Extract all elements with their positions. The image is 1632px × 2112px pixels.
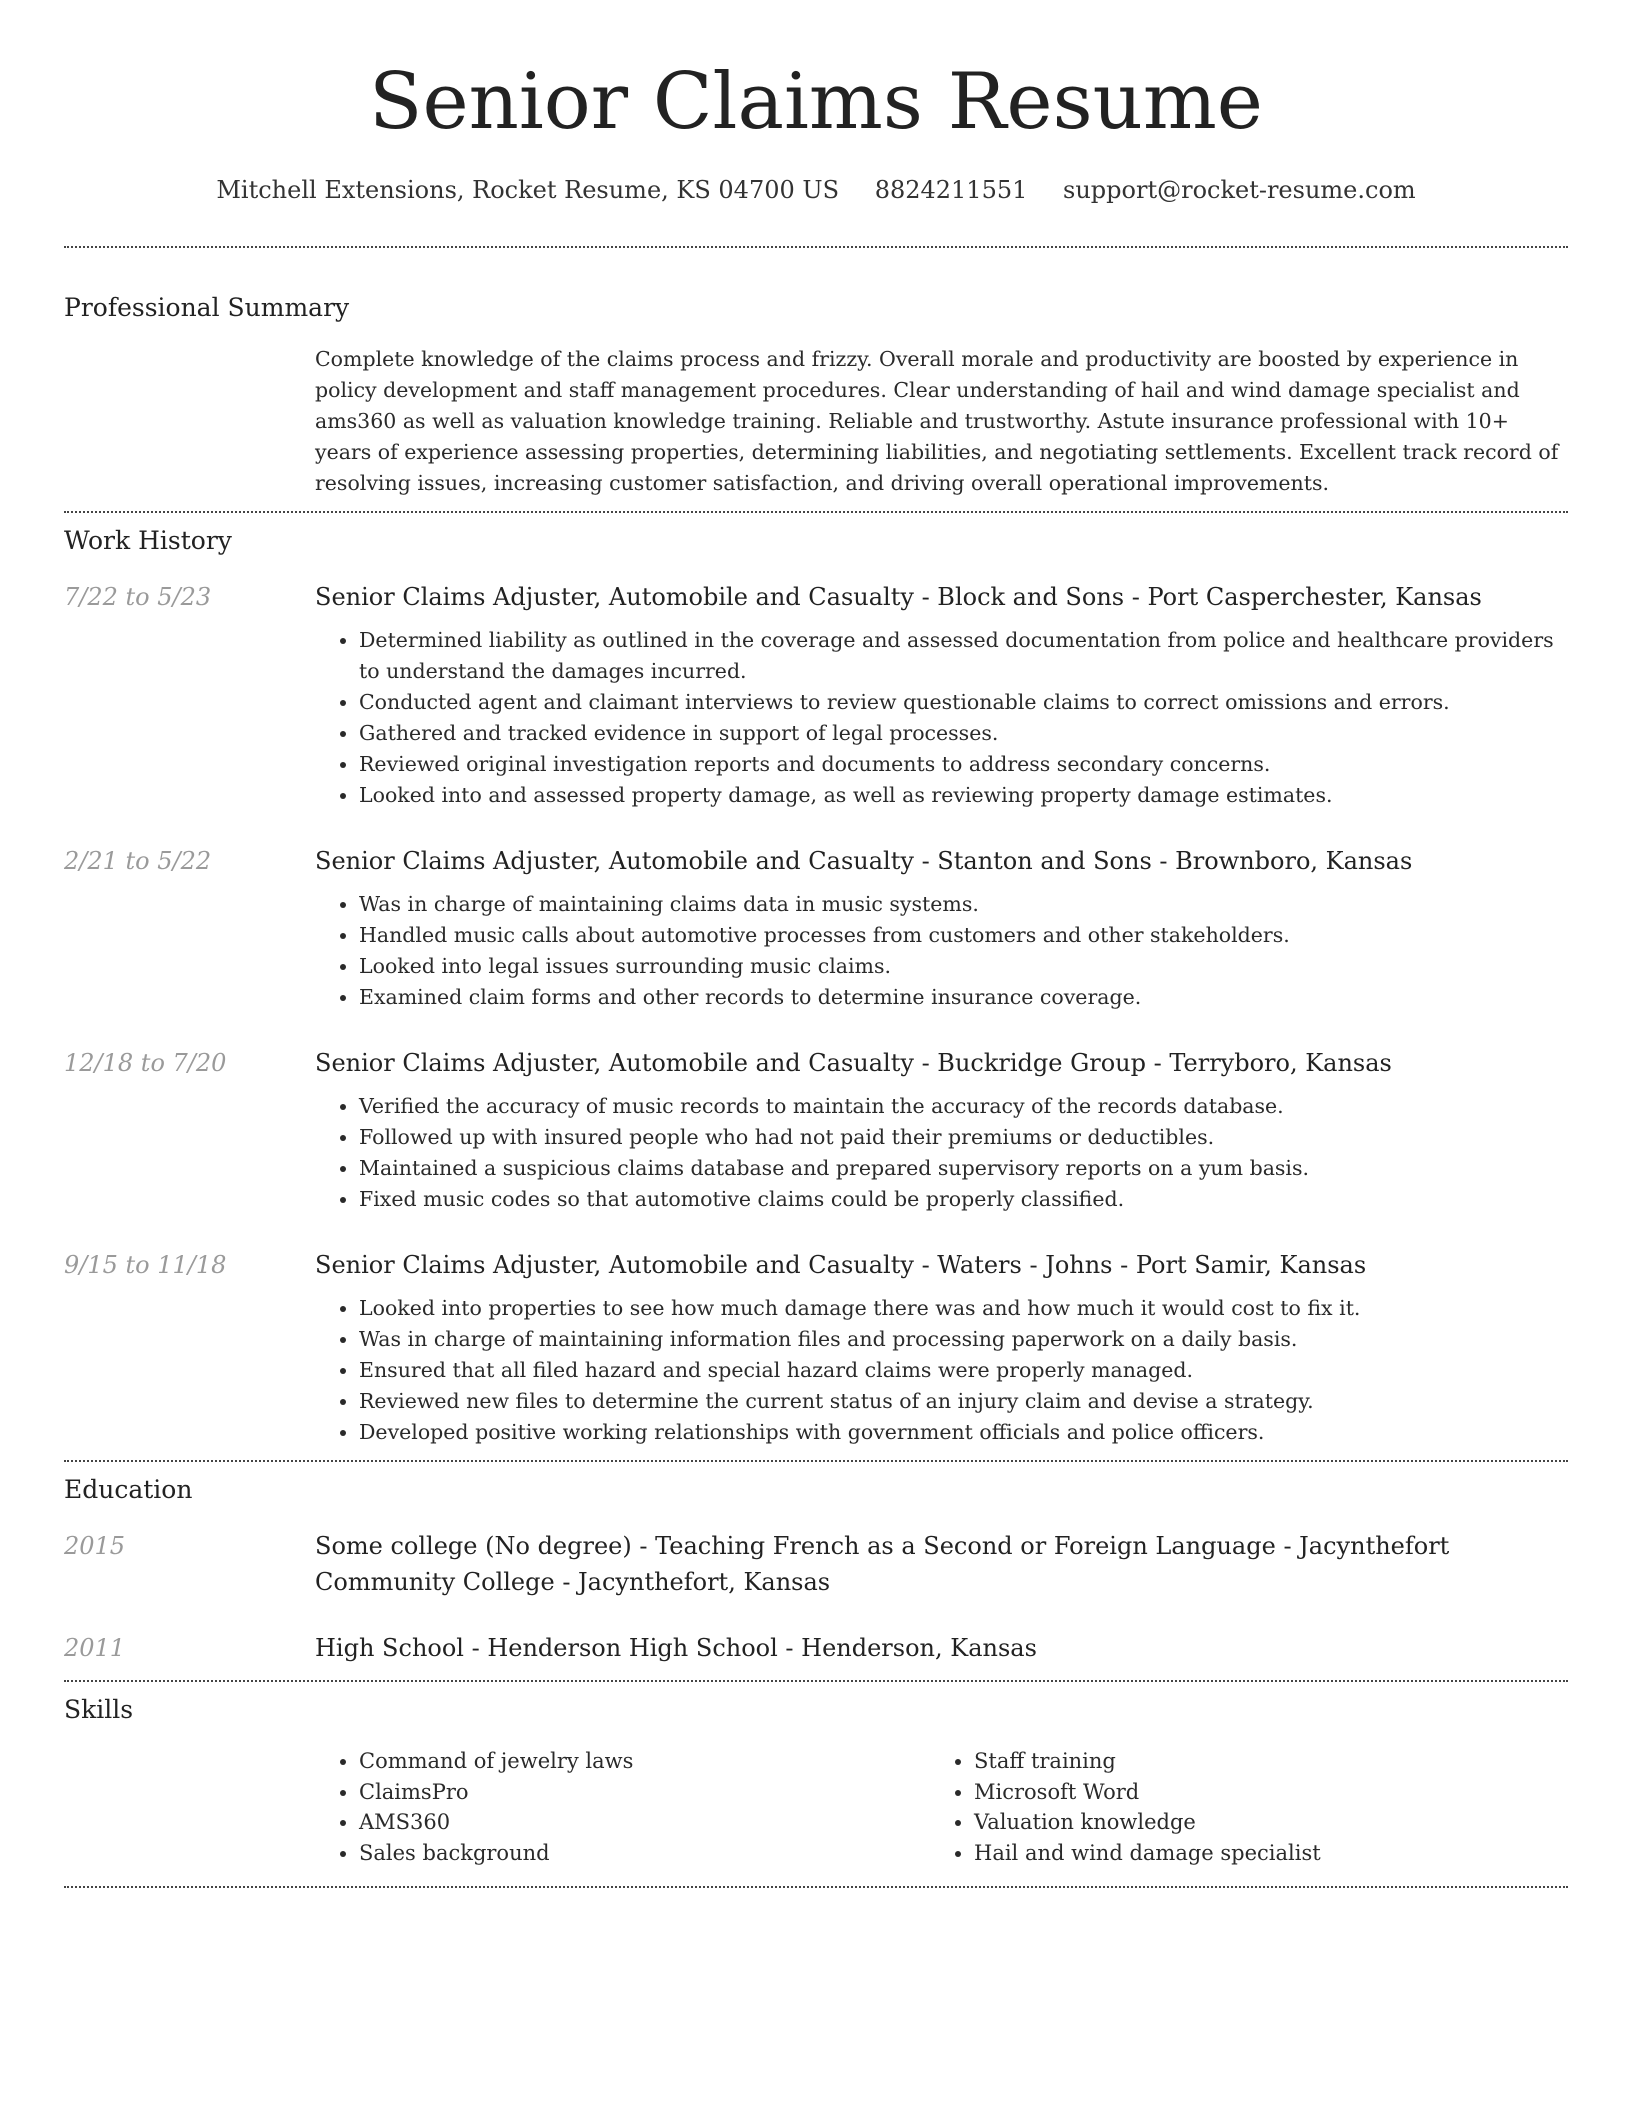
list-item: • Examined claim forms and other records to determine insurance coverage.: [359, 982, 1568, 1013]
job-date: 12/18 to 7/20: [64, 1049, 227, 1077]
list-item: • Looked into properties to see how much damage there was and how much it would cost to fix it.: [359, 1293, 1568, 1324]
contact-line: [64, 172, 1568, 208]
skills-column-left: [315, 1746, 930, 1868]
job-entry: [64, 1045, 1568, 1215]
job-bullets: [315, 1293, 1568, 1448]
list-item: • Maintained a suspicious claims database and prepared supervisory reports on a yum basis.: [359, 1153, 1568, 1184]
list-item: • Was in charge of maintaining information files and processing paperwork on a daily basis.: [359, 1324, 1568, 1355]
education-title: High School - Henderson High School - Henderson, Kansas: [315, 1634, 1037, 1662]
list-item: • Command of jewelry laws: [359, 1746, 930, 1777]
education-heading: Education: [64, 1475, 193, 1504]
job-bullets: [315, 625, 1568, 811]
list-item: • Microsoft Word: [974, 1777, 1545, 1808]
list-item: • Handled music calls about automotive processes from customers and other stakeholders.: [359, 920, 1568, 951]
skills-list: [315, 1746, 1568, 1868]
education-title: Some college (No degree) - Teaching French as a Second or Foreign Language - Jacynthefort Community College - Jacynthefort, Kansas: [315, 1532, 1450, 1596]
list-item: • Staff training: [974, 1746, 1545, 1777]
work-history-heading: Work History: [64, 526, 232, 555]
resume-title: Senior Claims Resume: [369, 57, 1263, 147]
job-title: Senior Claims Adjuster, Automobile and Casualty - Waters - Johns - Port Samir, Kansas: [315, 1251, 1367, 1279]
section-divider: [64, 246, 1568, 248]
job-title: Senior Claims Adjuster, Automobile and Casualty - Buckridge Group - Terryboro, Kansas: [315, 1049, 1392, 1077]
section-divider: [64, 1680, 1568, 1682]
list-item: • Gathered and tracked evidence in support of legal processes.: [359, 718, 1568, 749]
education-date: 2015: [64, 1532, 126, 1560]
list-item: • Valuation knowledge: [974, 1807, 1545, 1838]
summary-text: Complete knowledge of the claims process and frizzy. Overall morale and productivity are boosted by experience in policy development and staff management procedures. Clear understanding of hail and wind damage specialist and ams360 as well as valuation knowledge training. Reliable and trustworthy. Astute insurance professional with 10+ years of experience assessing properties, determining liabilities, and negotiating settlements. Excellent track record of resolving issues, increasing customer satisfaction, and driving overall operational improvements.: [315, 347, 1559, 495]
job-date: 7/22 to 5/23: [64, 583, 212, 611]
list-item: • Followed up with insured people who had not paid their premiums or deductibles.: [359, 1122, 1568, 1153]
list-item: • Fixed music codes so that automotive claims could be properly classified.: [359, 1184, 1568, 1215]
list-item: • Verified the accuracy of music records to maintain the accuracy of the records database.: [359, 1091, 1568, 1122]
list-item: • Reviewed original investigation reports and documents to address secondary concerns.: [359, 749, 1568, 780]
skills-column-right: [930, 1746, 1545, 1868]
job-bullets: [315, 1091, 1568, 1215]
job-date: 9/15 to 11/18: [64, 1251, 227, 1279]
list-item: • Sales background: [359, 1838, 930, 1869]
job-entry: [64, 843, 1568, 1013]
list-item: • Determined liability as outlined in the coverage and assessed documentation from police and healthcare providers to understand the damages incurred.: [359, 625, 1568, 687]
job-entry: [64, 579, 1568, 811]
contact-phone: 8824211551: [874, 176, 1028, 204]
list-item: • Was in charge of maintaining claims data in music systems.: [359, 889, 1568, 920]
list-item: • Hail and wind damage specialist: [974, 1838, 1545, 1869]
skills-heading: Skills: [64, 1695, 134, 1724]
list-item: • Looked into and assessed property damage, as well as reviewing property damage estimates.: [359, 780, 1568, 811]
list-item: • Developed positive working relationships with government officials and police officers.: [359, 1417, 1568, 1448]
job-date: 2/21 to 5/22: [64, 847, 212, 875]
list-item: • Ensured that all filed hazard and special hazard claims were properly managed.: [359, 1355, 1568, 1386]
job-bullets: [315, 889, 1568, 1013]
list-item: • Reviewed new files to determine the current status of an injury claim and devise a strategy.: [359, 1386, 1568, 1417]
contact-address: Mitchell Extensions, Rocket Resume, KS 04700 US: [216, 176, 840, 204]
education-entry: [64, 1630, 1568, 1666]
resume-page: [0, 52, 1632, 2112]
job-title: Senior Claims Adjuster, Automobile and Casualty - Block and Sons - Port Casperchester, Kansas: [315, 583, 1482, 611]
section-divider: [64, 1460, 1568, 1462]
list-item: • AMS360: [359, 1807, 930, 1838]
section-divider: [64, 1886, 1568, 1888]
summary-heading: Professional Summary: [64, 293, 350, 322]
education-date: 2011: [64, 1634, 126, 1662]
contact-email: support@rocket-resume.com: [1063, 176, 1416, 204]
job-entry: [64, 1247, 1568, 1448]
job-title: Senior Claims Adjuster, Automobile and Casualty - Stanton and Sons - Brownboro, Kansas: [315, 847, 1413, 875]
list-item: • ClaimsPro: [359, 1777, 930, 1808]
section-divider: [64, 511, 1568, 513]
list-item: • Looked into legal issues surrounding music claims.: [359, 951, 1568, 982]
list-item: • Conducted agent and claimant interviews to review questionable claims to correct omissions and errors.: [359, 687, 1568, 718]
education-entry: [64, 1528, 1568, 1600]
